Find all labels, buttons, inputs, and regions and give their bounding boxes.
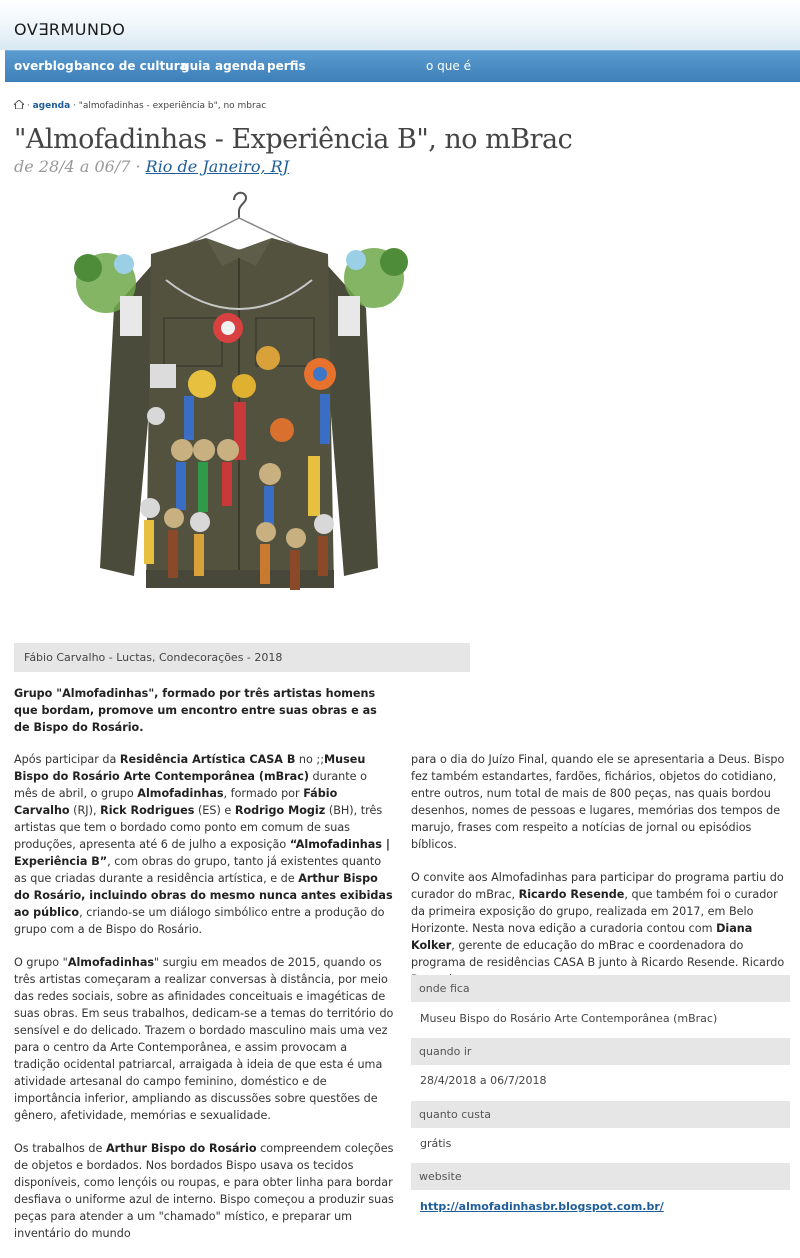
info-when-value: 28/4/2018 a 06/7/2018 <box>420 1074 547 1087</box>
info-website-link[interactable]: http://almofadinhasbr.blogspot.com.br/ <box>420 1200 664 1213</box>
article-left-column <box>14 751 394 1258</box>
image-caption <box>14 643 470 672</box>
article-paragraph-3-continued: para o dia do Juízo Final, quando ele se apresentaria a Deus. Bispo fez também estandartes, fardões, fichários, objetos do cotidiano, entre outros, num total de mais de 800 peças, nas quais bordou desenhos, nomes de pessoas e lugares, memórias dos tempos de marujo, frases com respeito a notícias de jornal ou episódios bíblicos. <box>411 753 785 851</box>
page-title: "Almofadinhas - Experiência B", no mBrac <box>14 124 573 155</box>
nav-item-overblog[interactable]: overblog <box>14 59 74 73</box>
article-paragraph-3: Os trabalhos de Arthur Bispo do Rosário compreendem coleções de objetos e bordados. Nos bordados Bispo usava os tecidos disponíveis, como lençóis ou roupas, e para obter linha para bordar desfiava o uniforme azul de interno. Bispo começou a produzir suas peças para atender a um "chamado" místico, e preparar um inventário do mundo <box>14 1142 394 1240</box>
nav-item-perfis[interactable]: perfis <box>267 59 306 73</box>
info-when-header: quando ir <box>411 1038 790 1065</box>
breadcrumb-current: "almofadinhas - experiência b", no mbrac <box>78 101 267 111</box>
article-paragraph-1: Após participar da Residência Artística CASA B no ;;Museu Bispo do Rosário Arte Contemporânea (mBrac) durante o mês de abril, o grupo Almofadinhas, formado por Fábio Carvalho (RJ), Rick Rodrigues (ES) e Rodrigo Mogiz (BH), três artistas que tem o bordado como ponto em comum de suas produções, apresenta até 6 de julho a exposição “Almofadinhas | Experiência B”, com obras do grupo, tanto já existentes quanto as que criadas durante a residência artística, e de Arthur Bispo do Rosário, incluindo obras do mesmo nunca antes exibidas ao público, criando-se um diálogo simbólico entre a produção do grupo com a de Bispo do Rosário. <box>14 753 393 936</box>
home-icon[interactable] <box>14 100 24 109</box>
nav-item-o-que-e[interactable]: o que é <box>426 59 471 73</box>
article-paragraph-2: O grupo "Almofadinhas" surgiu em meados de 2015, quando os três artistas começaram a realizar conversas à distância, por meio das redes sociais, sobre as afinidades conceituais e imagéticas de suas obras. Em seus trabalhos, dedicam-se a temas do território do sensível e do delicado. Trazem o bordado masculino mais uma vez para o centro da Arte Contemporânea, e assim provocam a tradição ocidental patriarcal, arraigada à ideia de que esta é uma atividade artesanal do campo feminino, doméstico e de importância inferior, ampliando as discussões sobre questões de gênero, afetividade, memórias e sexualidade. <box>14 956 394 1122</box>
article-lead: Grupo "Almofadinhas", formado por três artistas homens que bordam, promove um encontro entre suas obras e as de Bispo do Rosário. <box>14 687 377 734</box>
main-nav <box>5 50 800 82</box>
article-paragraph-4: O convite aos Almofadinhas para participar do programa partiu do curador do mBrac, Ricardo Resende, que também foi o curador da primeira exposição do grupo, realizada em 2017, em Belo Horizonte. Nesta nova edição a curadoria contou com Diana Kolker, gerente de educação do mBrac e coordenadora do programa de residências CASA B junto à Ricardo Resende. Ricardo <box>411 871 785 969</box>
info-where-value: Museu Bispo do Rosário Arte Contemporânea (mBrac) <box>420 1012 718 1025</box>
event-subtitle <box>14 157 289 176</box>
info-where-header: onde fica <box>411 975 790 1002</box>
info-price-header: quanto custa <box>411 1101 790 1128</box>
subtitle-separator: · <box>130 157 146 176</box>
article-right-column <box>411 751 790 1004</box>
site-logo[interactable]: OV∃RMUNDO <box>14 20 126 39</box>
breadcrumb: · agenda · "almofadinhas - experiência b", no mbrac <box>14 100 266 111</box>
event-location-link[interactable]: Rio de Janeiro, RJ <box>145 157 290 176</box>
jacket-photo <box>56 188 416 628</box>
image-caption-text: Fábio Carvalho - Luctas, Condecorações - 2018 <box>24 651 283 664</box>
breadcrumb-agenda[interactable]: agenda <box>32 101 71 111</box>
info-price-value: grátis <box>420 1137 452 1150</box>
event-dates: de 28/4 a 06/7 <box>14 157 131 176</box>
info-website-header: website <box>411 1163 790 1190</box>
nav-item-agenda[interactable]: agenda <box>215 59 266 73</box>
nav-item-banco-de-cultura[interactable]: banco de cultura <box>74 59 188 73</box>
nav-item-guia[interactable]: guia <box>181 59 211 73</box>
